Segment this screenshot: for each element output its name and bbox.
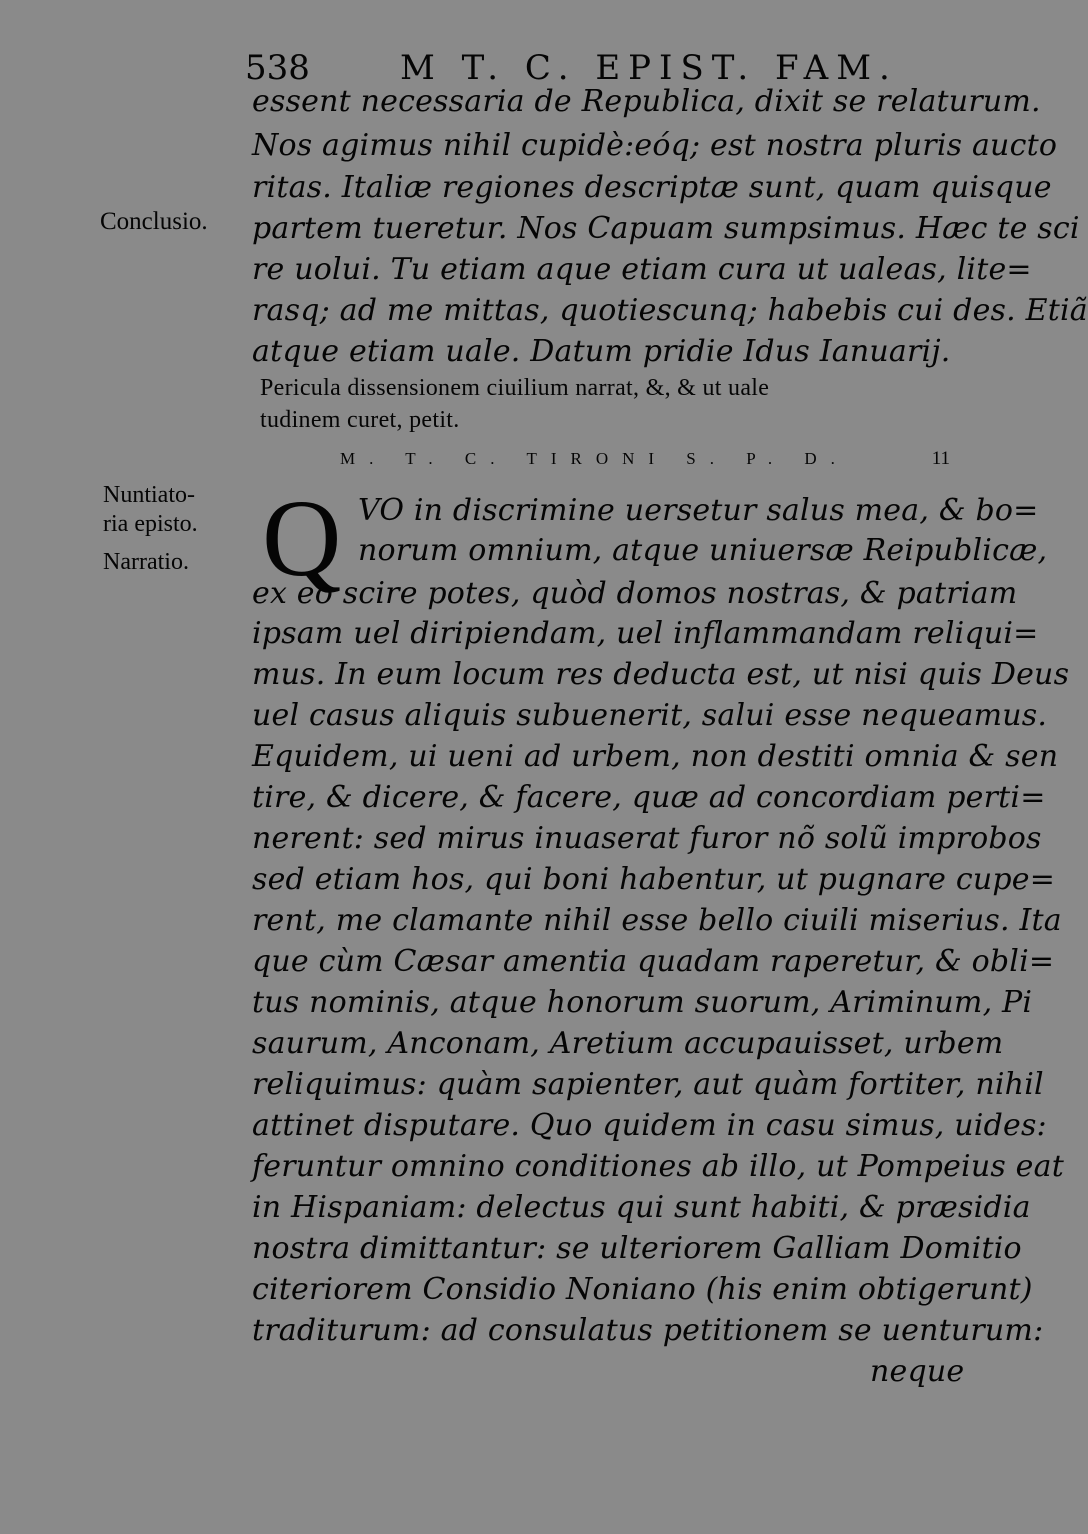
text-line: partem tueretur. Nos Capuam sumpsimus. Hæc te sci (252, 211, 1080, 246)
margin-note-nuntiatoria-1: Nuntiato- (103, 482, 195, 508)
text-line: sed etiam hos, qui boni habentur, ut pugnare cupe= (252, 862, 1056, 897)
page-number: 538 (245, 48, 310, 88)
text-line: feruntur omnino conditiones ab illo, ut Pompeius eat (252, 1149, 1064, 1184)
text-line: nostra dimittantur: se ulteriorem Galliam Domitio (252, 1231, 1022, 1266)
margin-note-narratio: Narratio. (103, 549, 189, 575)
text-line: in Hispaniam: delectus qui sunt habiti, & præsidia (252, 1190, 1031, 1225)
text-line: Equidem, ui ueni ad urbem, non destiti omnia & sen (252, 739, 1059, 774)
text-line: ritas. Italiæ regiones descriptæ sunt, quam quisque (252, 170, 1052, 205)
catchword: neque (870, 1354, 965, 1389)
text-line: tus nominis, atque honorum suorum, Ariminum, Pi (252, 985, 1033, 1020)
text-line: tire, & dicere, & facere, quæ ad concordiam perti= (252, 780, 1046, 815)
text-line: reliquimus: quàm sapienter, aut quàm fortiter, nihil (252, 1067, 1044, 1102)
text-line: traditurum: ad consulatus petitionem se uenturum: (252, 1313, 1044, 1348)
text-line: citeriorem Considio Noniano (his enim obtigerunt) (252, 1272, 1033, 1307)
text-line: mus. In eum locum res deducta est, ut nisi quis Deus (252, 657, 1070, 692)
summary-line: tudinem curet, petit. (260, 407, 460, 433)
text-line: re uolui. Tu etiam aque etiam cura ut ualeas, lite= (252, 252, 1032, 287)
text-line: uel casus aliquis subuenerit, salui esse nequeamus. (252, 698, 1048, 733)
summary-line: Pericula dissensionem ciuilium narrat, &, & ut uale (260, 375, 770, 401)
margin-note-conclusio: Conclusio. (100, 208, 208, 235)
text-line: nerent: sed mirus inuaserat furor nõ solũ improbos (252, 821, 1042, 856)
letter-number: 11 (931, 448, 950, 469)
text-line: VO in discrimine uersetur salus mea, & bo= (358, 493, 1039, 528)
salutation-text: M. T. C. TIRONI S. P. D. (340, 449, 849, 468)
margin-note-nuntiatoria-2: ria episto. (103, 511, 198, 537)
text-line: rent, me clamante nihil esse bello ciuili miserius. Ita (252, 903, 1062, 938)
text-line: que cùm Cæsar amentia quadam raperetur, & obli= (252, 944, 1055, 979)
text-line: ex eo scire potes, quòd domos nostras, & patriam (252, 576, 1018, 611)
drop-cap: Q (262, 477, 342, 599)
text-line: ipsam uel diripiendam, uel inflammandam reliqui= (252, 616, 1039, 651)
text-line: Nos agimus nihil cupidè:eóq; est nostra pluris aucto (252, 128, 1058, 163)
text-line: essent necessaria de Republica, dixit se relaturum. (252, 84, 1041, 119)
running-title: M T. C. EPIST. FAM. (400, 48, 898, 88)
text-line: saurum, Anconam, Aretium accupauisset, urbem (252, 1026, 1004, 1061)
text-line: rasq; ad me mittas, quotiescunq; habebis cui des. Etiã (252, 293, 1088, 328)
text-line: atque etiam uale. Datum pridie Idus Ianuarij. (252, 334, 951, 369)
text-line: attinet disputare. Quo quidem in casu simus, uides: (252, 1108, 1047, 1143)
text-line: norum omnium, atque uniuersæ Reipublicæ, (358, 533, 1048, 568)
